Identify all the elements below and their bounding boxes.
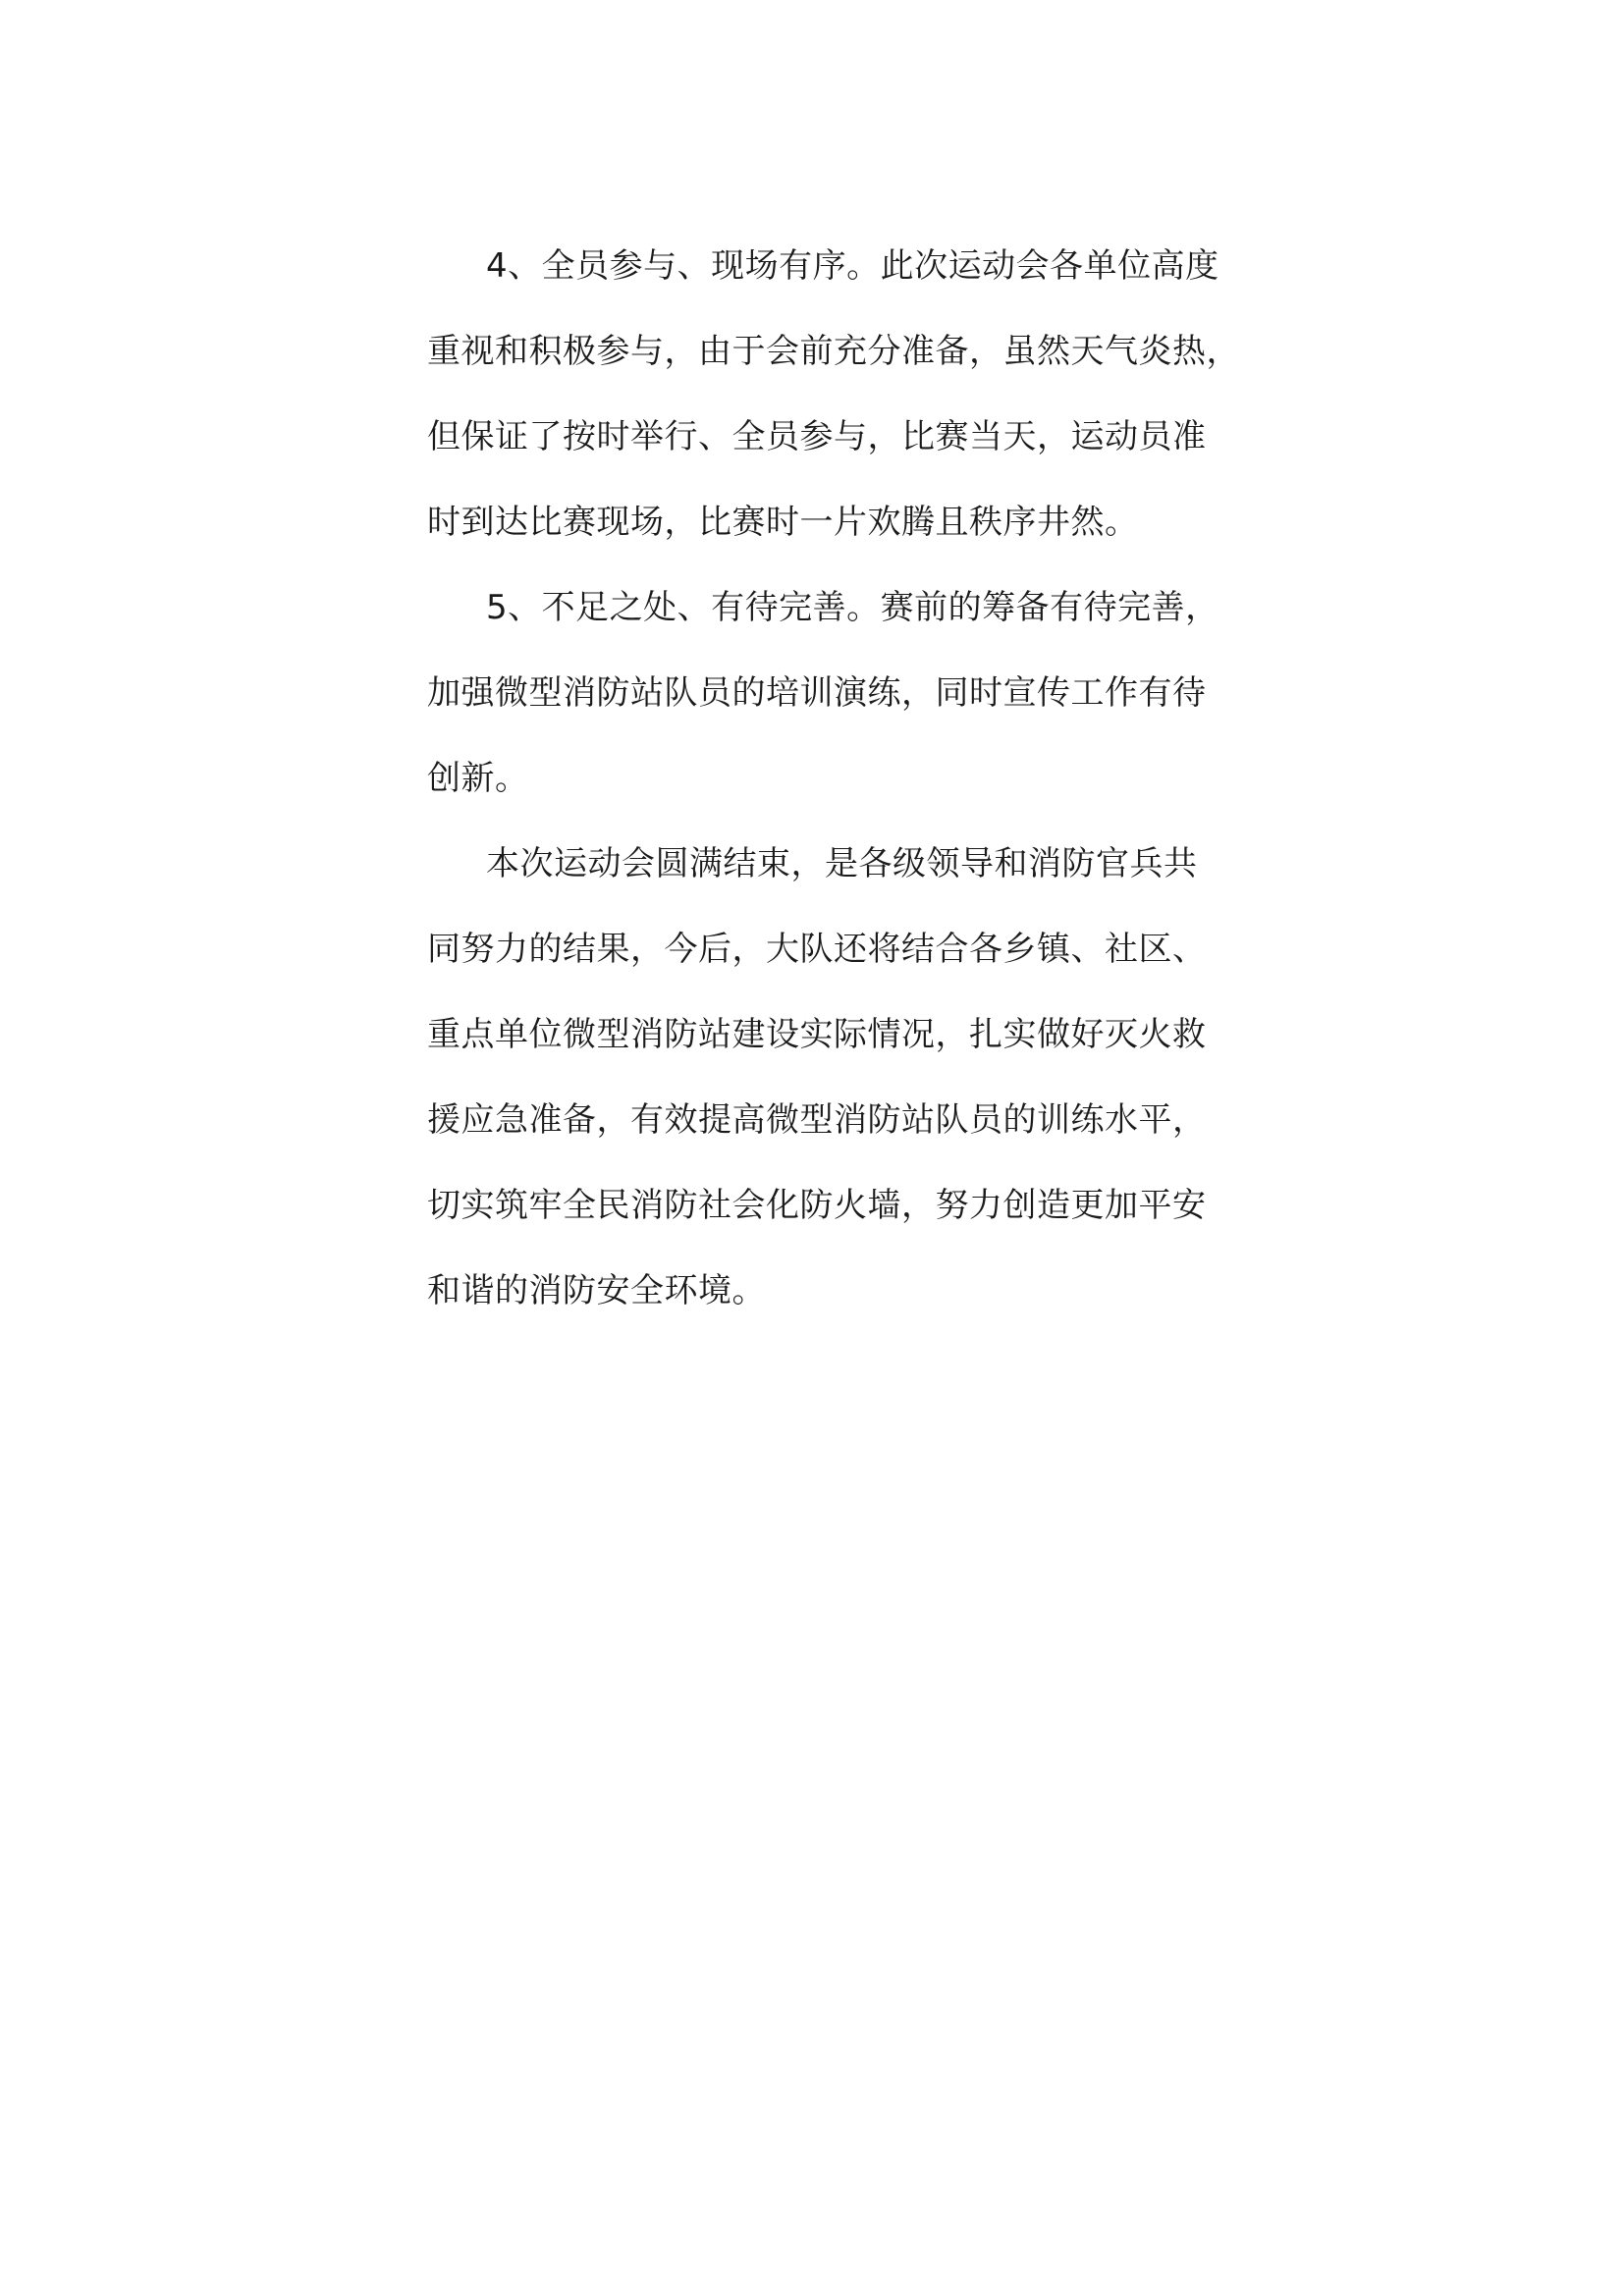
text-line: 但保证了按时举行、全员参与，比赛当天，运动员准 [427,417,1207,456]
text-line: 5、不足之处、有待完善。赛前的筹备有待完善， [486,588,1219,627]
paragraph-shortcomings [427,565,1219,822]
text-line: 创新。 [427,759,529,798]
text-line: 本次运动会圆满结束，是各级领导和消防官兵共 [486,844,1198,883]
text-line: 重点单位微型消防站建设实际情况，扎实做好灭火救 [427,1015,1207,1054]
paragraph-participation [427,224,1240,565]
text-line: 和谐的消防安全环境。 [427,1271,766,1310]
document-body [427,224,1240,1334]
text-line: 时到达比赛现场，比赛时一片欢腾且秩序井然。 [427,503,1139,542]
text-line: 切实筑牢全民消防社会化防火墙，努力创造更加平安 [427,1186,1207,1225]
text-line: 援应急准备，有效提高微型消防站队员的训练水平， [427,1100,1207,1140]
text-line: 同努力的结果，今后，大队还将结合各乡镇、社区、 [427,930,1207,969]
paragraph-conclusion [427,822,1207,1334]
text-line: 重视和积极参与，由于会前充分准备，虽然天气炎热， [427,332,1240,371]
text-line: 加强微型消防站队员的培训演练，同时宣传工作有待 [427,673,1207,713]
text-line: 4、全员参与、现场有序。此次运动会各单位高度 [486,246,1219,286]
